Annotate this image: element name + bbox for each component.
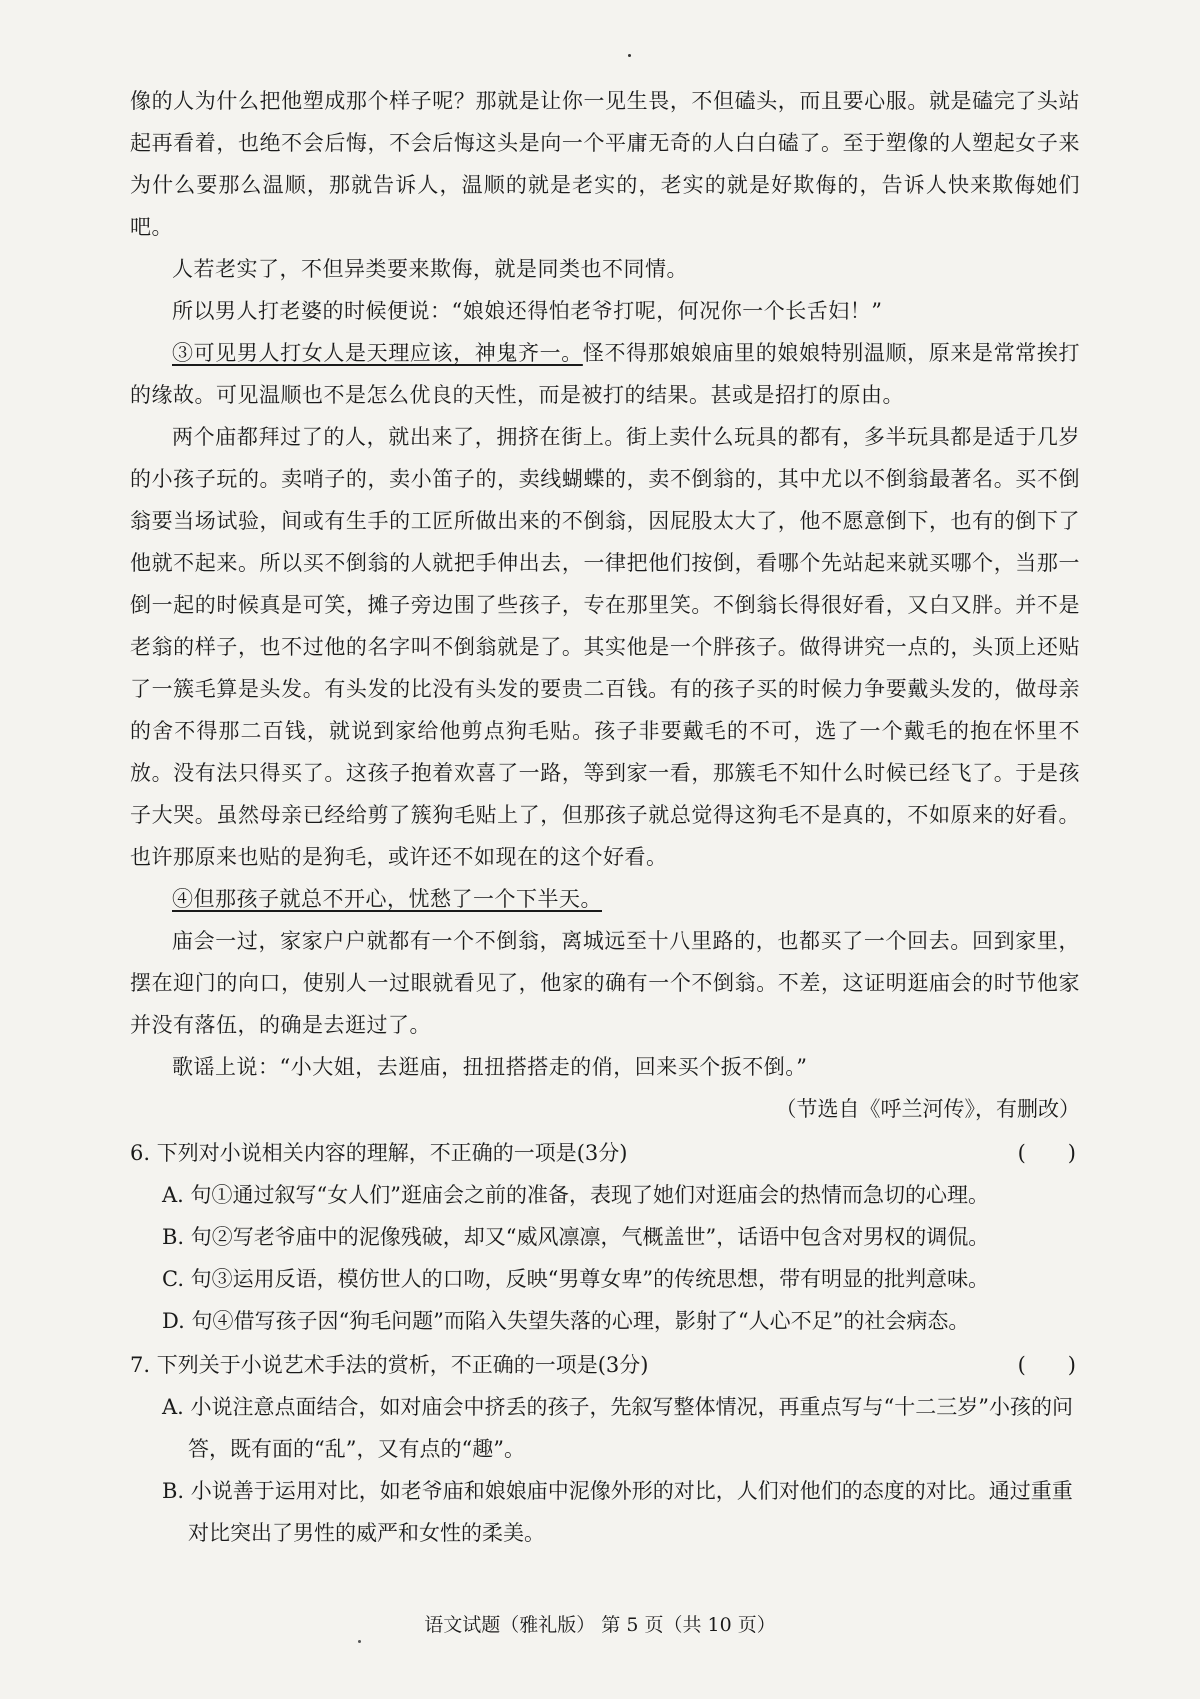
passage-paragraph-8: 歌谣上说：“小大姐，去逛庙，扭扭搭搭走的俏，回来买个扳不倒。” xyxy=(172,1055,808,1079)
page-footer: 语文试题（雅礼版） 第 5 页（共 10 页） xyxy=(424,1614,776,1636)
passage-paragraph-2: 人若老实了，不但异类要来欺侮，就是同类也不同情。 xyxy=(172,257,688,281)
passage-paragraph-5: 两个庙都拜过了的人，就出来了，拥挤在街上。街上卖什么玩具的都有，多半玩具都是适于几岁的小孩子玩的。卖哨子的，卖小笛子的，卖线蝴蝶的，卖不倒翁的，其中尤以不倒翁最著名。买不倒翁要当场试验，间或有生手的工匠所做出来的不倒翁，因屁股太大了，他不愿意倒下，也有的倒下了他就不起来。所以买不倒翁的人就把手伸出去，一律把他们按倒，看哪个先站起来就买哪个，当那一倒一起的时候真是可笑，摊子旁边围了些孩子，专在那里笑。不倒翁长得很好看，又白又胖。并不是老翁的样子，也不过他的名字叫不倒翁就是了。其实他是一个胖孩子。做得讲究一点的，头顶上还贴了一簇毛算是头发。有头发的比没有头发的要贵二百钱。有的孩子买的时候力争要戴头发的，做母亲的舍不得那二百钱，就说到家给他剪点狗毛贴。孩子非要戴毛的不可，选了一个戴毛的抱在怀里不放。没有法只得买了。这孩子抱着欢喜了一路，等到家一看，那簇毛不知什么时候已经飞了。于是孩子大哭。虽然母亲已经给剪了簇狗毛贴上了，但那孩子就总觉得这狗毛不是真的，不如原来的好看。也许那原来也贴的是狗毛，或许还不如现在的这个好看。 xyxy=(130,425,1080,869)
scan-speck xyxy=(358,1640,361,1643)
question-stem-text: 6. 下列对小说相关内容的理解，不正确的一项是(3分) xyxy=(130,1141,628,1165)
option-a: A. 句①通过叙写“女人们”逛庙会之前的准备，表现了她们对逛庙会的热情而急切的心理。 xyxy=(162,1183,989,1207)
option-b: B. 小说善于运用对比，如老爷庙和娘娘庙中泥像外形的对比，人们对他们的态度的对比。通过重重对比突出了男性的威严和女性的柔美。 xyxy=(162,1479,1073,1545)
option-d: D. 句④借写孩子因“狗毛问题”而陷入失望失落的心理，影射了“人心不足”的社会病态。 xyxy=(162,1309,970,1333)
passage-source: （节选自《呼兰河传》，有删改） xyxy=(775,1097,1080,1121)
option-c: C. 句③运用反语，模仿世人的口吻，反映“男尊女卑”的传统思想，带有明显的批判意味。 xyxy=(162,1267,990,1291)
passage-paragraph-3: 所以男人打老婆的时候便说：“娘娘还得怕老爷打呢，何况你一个长舌妇！” xyxy=(172,299,883,323)
passage-paragraph-4 xyxy=(130,332,1080,416)
question-stem xyxy=(130,1132,1080,1174)
underlined-sentence-4: ④但那孩子就总不开心，忧愁了一个下半天。 xyxy=(172,887,602,911)
question-7 xyxy=(130,1344,1080,1554)
answer-blank[interactable]: ( ) xyxy=(1017,1141,1076,1165)
answer-blank[interactable]: ( ) xyxy=(1017,1353,1076,1377)
question-stem-text: 7. 下列关于小说艺术手法的赏析，不正确的一项是(3分) xyxy=(130,1353,649,1377)
passage-paragraph-6 xyxy=(130,878,1080,920)
question-6 xyxy=(130,1132,1080,1342)
underlined-sentence-3: ③可见男人打女人是天理应该，神鬼齐一。 xyxy=(172,341,583,365)
passage-paragraph-7: 庙会一过，家家户户就都有一个不倒翁，离城远至十八里路的，也都买了一个回去。回到家里，摆在迎门的向口，使别人一过眼就看见了，他家的确有一个不倒翁。不差，这证明逛庙会的时节他家并没有落伍，的确是去逛过了。 xyxy=(130,929,1080,1037)
option-a: A. 小说注意点面结合，如对庙会中挤丢的孩子，先叙写整体情况，再重点写与“十二三岁”小孩的问答，既有面的“乱”，又有点的“趣”。 xyxy=(162,1395,1073,1461)
option-b: B. 句②写老爷庙中的泥像残破，却又“威风凛凛，气概盖世”，话语中包含对男权的调侃。 xyxy=(162,1225,990,1249)
scan-speck xyxy=(628,54,631,57)
passage-paragraph-4-rest: 怪不得那娘娘庙里的娘娘特别温顺，原来是常常挨打的缘故。可见温顺也不是怎么优良的天性，而是被打的结果。甚或是招打的原由。 xyxy=(130,341,1081,407)
question-stem xyxy=(130,1344,1080,1386)
passage-paragraph-1: 像的人为什么把他塑成那个样子呢？那就是让你一见生畏，不但磕头，而且要心服。就是磕完了头站起再看着，也绝不会后悔，不会后悔这头是向一个平庸无奇的人白白磕了。至于塑像的人塑起女子来为什么要那么温顺，那就告诉人，温顺的就是老实的，老实的就是好欺侮的，告诉人快来欺侮她们吧。 xyxy=(130,89,1080,239)
